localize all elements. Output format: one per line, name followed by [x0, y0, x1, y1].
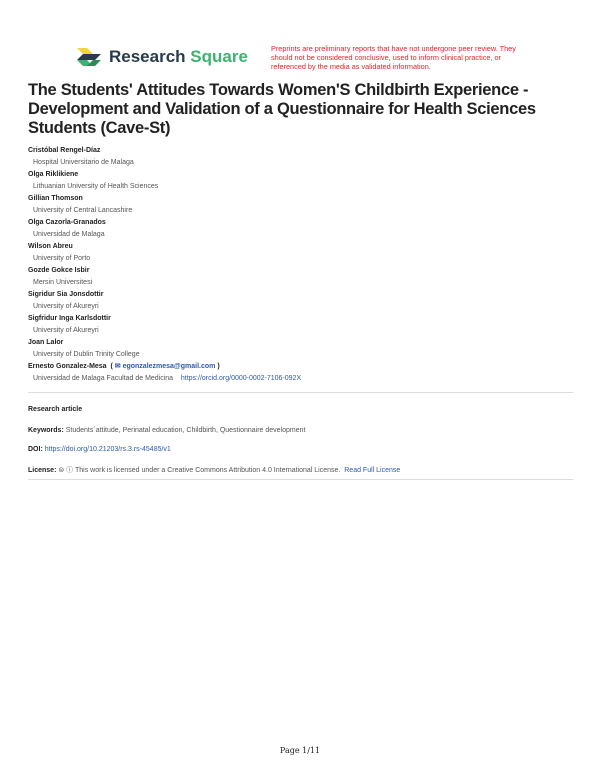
divider [28, 392, 573, 393]
research-square-logo[interactable] [75, 46, 248, 68]
author-name: Ernesto Gonzalez-Mesa [28, 363, 107, 370]
author-name: Joan Lalor [28, 339, 64, 346]
research-square-logo-icon [75, 46, 103, 68]
preprint-notice: Preprints are preliminary reports that have not undergone peer review. They should not be considered conclusive, used to inform clinical practice, or referenced by the media as validated information. [271, 44, 516, 71]
article-title: The Students' Attitudes Towards Women'S Childbirth Experience - Development and Validation of a Questionnaire for Health Sciences Students (Cave-St) [28, 81, 536, 137]
author-name: Cristóbal Rengel-Díaz [28, 147, 101, 154]
license-text: This work is licensed under a Creative Commons Attribution 4.0 International License. [75, 467, 341, 474]
author-affiliation: University of Akureyri [33, 327, 99, 334]
author-affiliation: University of Dublin Trinity College [33, 351, 140, 358]
author-name: Olga Riklikiene [28, 171, 79, 178]
cc-by-icon: ⊜ ⓘ [58, 467, 74, 474]
author-name: Sigridur Sia Jonsdottir [28, 291, 104, 298]
orcid-link[interactable]: https://orcid.org/0000-0002-7106-092X [180, 375, 302, 382]
keywords [28, 427, 305, 434]
author-affiliation: Universidad de Malaga [33, 231, 105, 238]
article-type: Research article [28, 406, 83, 413]
email-icon: ✉ [114, 363, 121, 370]
author-name: Sigfridur Inga Karlsdottir [28, 315, 111, 322]
author-affiliation: University of Porto [33, 255, 91, 262]
author-affiliation: Lithuanian University of Health Sciences [33, 183, 159, 190]
keywords-value: Students´attitude, Perinatal education, Childbirth, Questionnaire development [65, 427, 306, 434]
doi-label: DOI: [28, 446, 43, 453]
author-name: Olga Cazorla-Granados [28, 219, 106, 226]
divider [28, 479, 573, 480]
keywords-label: Keywords: [28, 427, 64, 434]
logo-text-square: Square [190, 47, 248, 66]
author-affiliation: Mersin Universitesi [33, 279, 93, 286]
page-number: Page 1/11 [279, 746, 321, 755]
read-full-license-link[interactable]: Read Full License [344, 467, 401, 474]
corresponding-author: Ernesto Gonzalez-Mesa ( ✉ egonzalezmesa@gmail.com ) [28, 363, 220, 370]
author-affiliation: Hospital Universitario de Malaga [33, 159, 134, 166]
license-label: License: [28, 467, 57, 474]
author-affiliation: University of Central Lancashire [33, 207, 133, 214]
affiliation-text: Universidad de Malaga Facultad de Medicina [33, 375, 174, 382]
author-affiliation: University of Akureyri [33, 303, 99, 310]
author-list [28, 145, 301, 385]
doi-link[interactable]: https://doi.org/10.21203/rs.3.rs-45485/v1 [44, 446, 171, 453]
logo-text-research: Research [109, 47, 186, 66]
author-name: Wilson Abreu [28, 243, 73, 250]
license [28, 465, 400, 475]
author-affiliation [28, 373, 301, 385]
author-name: Gillian Thomson [28, 195, 83, 202]
email-link[interactable]: egonzalezmesa@gmail.com [122, 363, 216, 370]
author-name: Gozde Gokce Isbir [28, 267, 90, 274]
doi [28, 446, 171, 453]
